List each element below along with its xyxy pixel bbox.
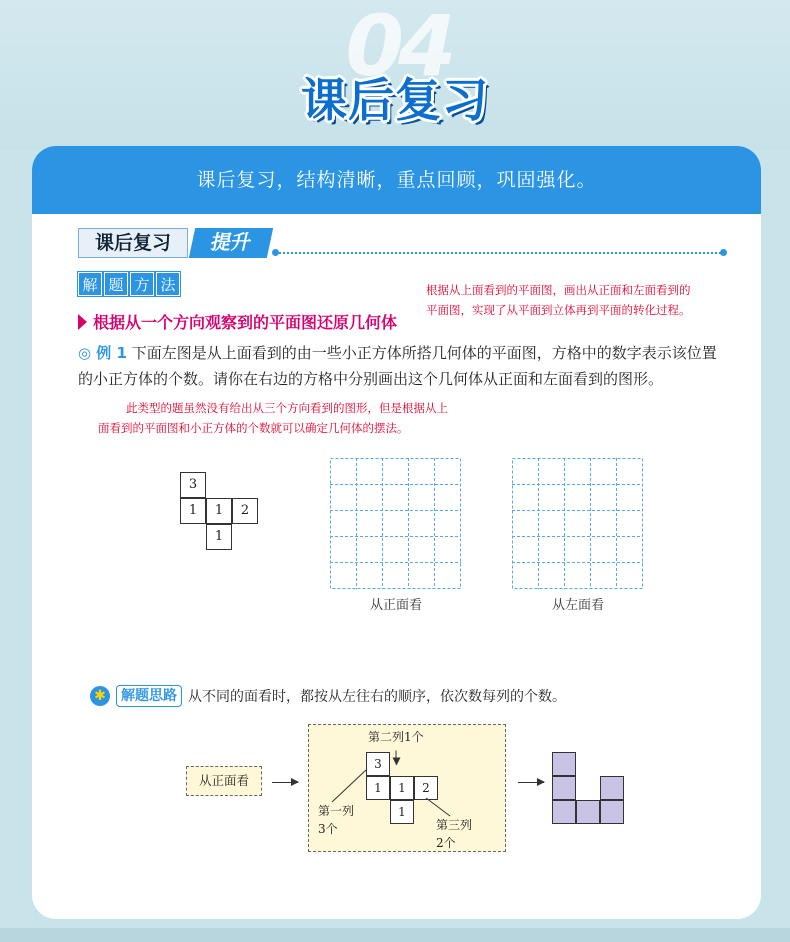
annotation-mid — [98, 398, 448, 438]
left-answer-grid[interactable] — [512, 458, 644, 590]
arrow-right-icon — [272, 782, 298, 783]
example-1 — [78, 340, 728, 392]
method-char: 法 — [156, 272, 180, 296]
front-view-block — [552, 776, 576, 800]
diagram-cell: 1 — [390, 800, 414, 824]
diagram-cell: 1 — [366, 776, 390, 800]
top-view-cell: 1 — [180, 498, 206, 524]
method-label — [78, 272, 180, 296]
bottom-strip — [0, 928, 790, 942]
hint-tag: 解题思路 — [116, 685, 182, 707]
col1-count: 3个 — [318, 822, 338, 836]
diagram-cell: 1 — [390, 776, 414, 800]
arrow-right-icon — [518, 782, 544, 783]
start-box: 从正面看 — [186, 766, 262, 796]
section-number: 04 — [345, 0, 451, 95]
dotted-rule — [276, 252, 724, 254]
diagram-cell: 3 — [366, 752, 390, 776]
annotation-line: 平面图，实现了从平面到立体再到平面的转化过程。 — [426, 303, 691, 317]
method-char: 方 — [130, 272, 154, 296]
top-view-cell: 2 — [232, 498, 258, 524]
lightbulb-icon: ✱ — [90, 686, 110, 706]
hint-text: 从不同的面看时，都按从左往右的顺序，依次数每列的个数。 — [188, 689, 566, 705]
front-caption: 从正面看 — [369, 598, 422, 613]
col1-label: 第一列 — [318, 804, 355, 818]
front-view-block — [600, 776, 624, 800]
example-label: ◎ 例 1 — [78, 344, 127, 362]
annotation-top — [426, 280, 691, 320]
front-view-block — [552, 800, 576, 824]
content-card — [32, 146, 761, 919]
front-view-block — [600, 800, 624, 824]
triangle-icon — [78, 314, 87, 330]
hint-row — [90, 684, 566, 708]
tab-label-accent: 提升 — [189, 228, 273, 258]
top-view-cell: 3 — [180, 472, 206, 498]
topic-heading-text: 根据从一个方向观察到的平面图还原几何体 — [93, 313, 398, 332]
col1-pointer — [328, 766, 376, 806]
card-header: 课后复习，结构清晰，重点回顾，巩固强化。 — [32, 146, 761, 214]
col2-label: 第二列1个 — [368, 730, 424, 744]
arrow-down-icon — [396, 751, 397, 765]
col3-label: 第三列 — [436, 818, 473, 832]
top-view-cell: 1 — [206, 524, 232, 550]
front-answer-grid[interactable] — [330, 458, 462, 590]
annotation-line: 此类型的题虽然没有给出从三个方向看到的图形，但是根据从上 — [126, 401, 448, 415]
method-char: 解 — [78, 272, 102, 296]
annotation-line: 面看到的平面图和小正方体的个数就可以确定几何体的摆法。 — [98, 421, 409, 435]
front-view-block — [576, 800, 600, 824]
top-view-cell: 1 — [206, 498, 232, 524]
front-view-block — [552, 752, 576, 776]
diagram-cell: 2 — [414, 776, 438, 800]
section-title: 课后复习 — [301, 73, 489, 127]
line-end-dot — [720, 249, 727, 256]
left-caption: 从左面看 — [551, 598, 604, 613]
annotation-line: 根据从上面看到的平面图，画出从正面和左面看到的 — [426, 283, 691, 297]
col3-count: 2个 — [436, 836, 456, 850]
topic-heading — [78, 310, 397, 336]
example-text: 下面左图是从上面看到的由一些小正方体所搭几何体的平面图，方格中的数字表示该位置的小正方体的个数。请你在右边的方格中分别画出这个几何体从正面和左面看到的图形。 — [78, 344, 717, 388]
method-char: 题 — [104, 272, 128, 296]
tab-label: 课后复习 — [78, 228, 188, 258]
